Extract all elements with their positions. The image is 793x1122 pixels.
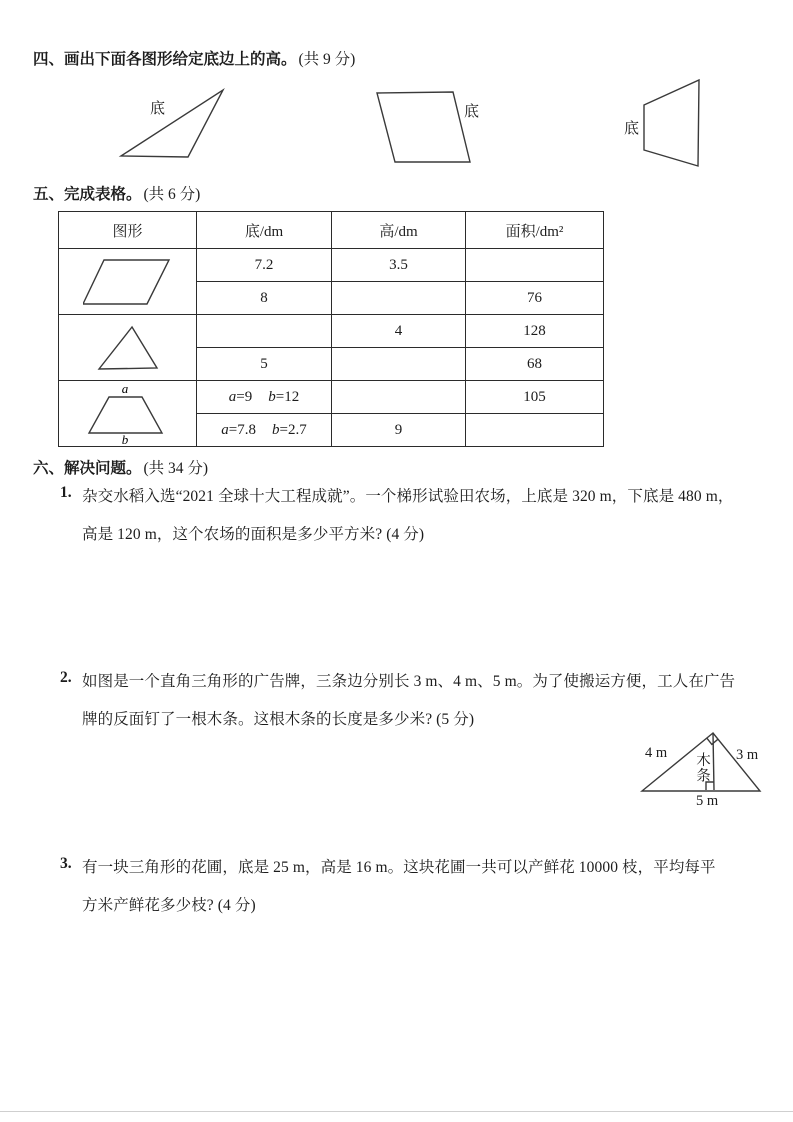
trapezoid-shape <box>613 70 753 170</box>
section-four-score: (共 9 分) <box>298 51 356 68</box>
section-six-heading <box>33 456 208 478</box>
cell-height: 4 <box>332 315 466 348</box>
strut-label: 木条 <box>694 752 710 783</box>
problem-3-line-2: 方米产鲜花多少枝? (4 分) <box>82 897 256 914</box>
triangle-base-label: 底 <box>150 101 166 117</box>
base-b-value: b=2.7 <box>272 421 307 438</box>
side-3m-label: 3 m <box>736 747 759 763</box>
problem-2-line-1: 如图是一个直角三角形的广告牌，三条边分别长 3 m、4 m、5 m。为了使搬运方便，工人在广告 <box>82 673 736 690</box>
section-six-title: 六、解决问题。 <box>33 460 142 477</box>
parallelogram-icon <box>83 258 173 306</box>
trapezoid-icon <box>83 383 173 445</box>
problem-1-line-1: 杂交水稻入选“2021 全球十大工程成就”。一个梯形试验田农场，上底是 320 m，下底是 480 m， <box>82 488 734 505</box>
section-four-title: 四、画出下面各图形给定底边上的高。 <box>33 51 297 68</box>
triangle-shape <box>112 82 232 167</box>
col-header-base: 底/dm <box>197 212 332 249</box>
table-row <box>59 249 604 282</box>
triangle-icon <box>97 325 159 371</box>
cell-base: 7.2 <box>197 249 332 282</box>
cell-area: 76 <box>466 282 604 315</box>
trapezoid-top-label: a <box>121 382 128 396</box>
cell-height <box>332 282 466 315</box>
cell-shape-trapezoid <box>59 381 197 447</box>
problem-3-number: 3. <box>60 855 72 872</box>
trapezoid-base-label: 底 <box>624 121 640 137</box>
cell-area <box>466 249 604 282</box>
cell-area: 105 <box>466 381 604 414</box>
section-five-title: 五、完成表格。 <box>33 186 142 203</box>
problem-2-line-2: 牌的反面钉了一根木条。这根木条的长度是多少米? (5 分) <box>82 711 475 728</box>
col-header-area: 面积/dm² <box>466 212 604 249</box>
table-row <box>59 315 604 348</box>
cell-base: 8 <box>197 282 332 315</box>
parallelogram-figure <box>370 85 505 170</box>
cell-base <box>197 315 332 348</box>
side-4m-label: 4 m <box>645 745 668 761</box>
base-5m-label: 5 m <box>696 793 719 809</box>
base-a-value: a=9 <box>228 388 253 405</box>
apex-right-angle-mark <box>707 738 718 744</box>
base-b-value: b=12 <box>268 388 300 405</box>
triangle-figure <box>112 82 232 167</box>
cell-base: 5 <box>197 348 332 381</box>
cell-area <box>466 414 604 447</box>
col-header-shape: 图形 <box>59 212 197 249</box>
trapezoid-bottom-label: b <box>121 431 128 445</box>
cell-area: 68 <box>466 348 604 381</box>
section-four-heading <box>33 47 355 69</box>
table-header-row <box>59 212 604 249</box>
section-five-heading <box>33 182 200 204</box>
table-row <box>59 381 604 414</box>
cell-height <box>332 381 466 414</box>
trapezoid-figure <box>613 70 753 170</box>
parallelogram-shape <box>370 85 505 170</box>
section-six-score: (共 34 分) <box>143 460 209 477</box>
cell-shape-parallelogram <box>59 249 197 315</box>
cell-height: 3.5 <box>332 249 466 282</box>
page-bottom-edge <box>0 1111 793 1112</box>
section-five-score: (共 6 分) <box>143 186 201 203</box>
foot-right-angle-mark <box>706 782 714 790</box>
base-a-value: a=7.8 <box>221 421 256 438</box>
problem-2-number: 2. <box>60 669 72 686</box>
problem-1-line-2: 高是 120 m，这个农场的面积是多少平方米? (4 分) <box>82 526 425 543</box>
col-header-height: 高/dm <box>332 212 466 249</box>
problem-2-figure <box>628 722 778 817</box>
problem-1-number: 1. <box>60 484 72 501</box>
cell-height <box>332 348 466 381</box>
parallelogram-base-label: 底 <box>464 104 480 120</box>
fill-in-table <box>58 211 604 447</box>
cell-base <box>197 414 332 447</box>
cell-shape-triangle <box>59 315 197 381</box>
cell-height: 9 <box>332 414 466 447</box>
problem-3-line-1: 有一块三角形的花圃，底是 25 m，高是 16 m。这块花圃一共可以产鲜花 10000 枝，平均每平 <box>82 859 716 876</box>
cell-base <box>197 381 332 414</box>
cell-area: 128 <box>466 315 604 348</box>
